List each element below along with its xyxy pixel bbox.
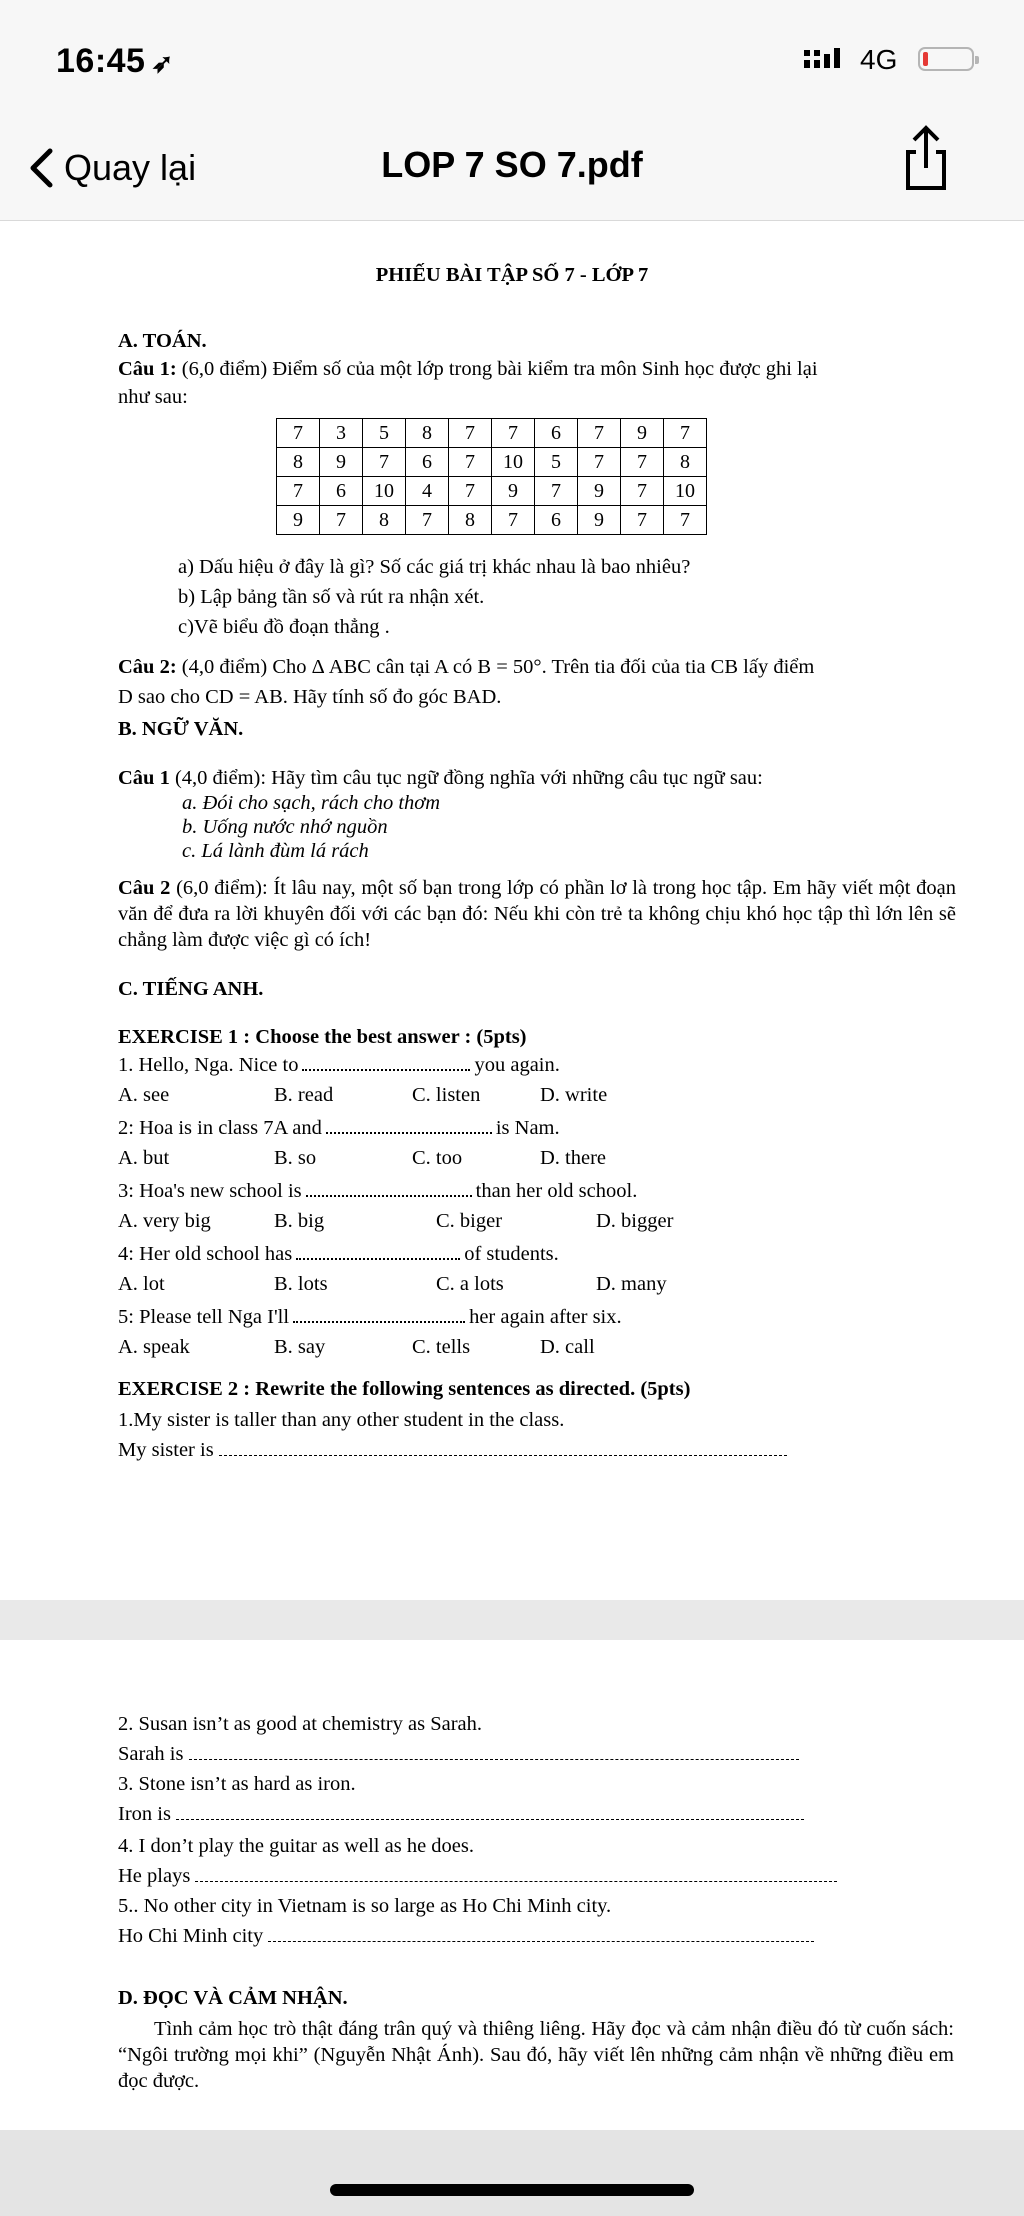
answer-blank bbox=[189, 1753, 799, 1760]
mc-question bbox=[118, 1305, 622, 1331]
table-cell: 7 bbox=[449, 448, 492, 477]
share-icon[interactable] bbox=[898, 122, 954, 194]
battery-icon bbox=[918, 47, 974, 71]
question-text: (6,0 điểm) Điểm số của một lớp trong bài kiểm tra môn Sinh học được ghi lại bbox=[181, 358, 818, 380]
question-a1-part-c: c)Vẽ biểu đồ đoạn thẳng . bbox=[178, 616, 390, 638]
mc-option: A. lot bbox=[118, 1273, 165, 1295]
proverb-item: a. Đói cho sạch, rách cho thơm bbox=[182, 792, 441, 814]
rewrite-question: 1.My sister is taller than any other student in the class. bbox=[118, 1409, 565, 1431]
section-b-heading: B. NGỮ VĂN. bbox=[118, 718, 244, 740]
answer-blank bbox=[293, 1315, 465, 1323]
table-cell: 3 bbox=[320, 419, 363, 448]
table-row bbox=[277, 477, 707, 506]
table-cell: 7 bbox=[277, 477, 320, 506]
mc-question-text: 2: Hoa is in class 7A and bbox=[118, 1117, 322, 1139]
section-c-heading: C. TIẾNG ANH. bbox=[118, 978, 264, 1000]
table-cell: 7 bbox=[449, 419, 492, 448]
mc-question-text: 4: Her old school has bbox=[118, 1243, 293, 1265]
status-time: 16:45 ➶ bbox=[56, 42, 174, 80]
question-b1 bbox=[118, 766, 763, 792]
table-row bbox=[277, 448, 707, 477]
answer-blank bbox=[219, 1449, 787, 1456]
table-cell: 9 bbox=[277, 506, 320, 535]
table-cell: 9 bbox=[320, 448, 363, 477]
rewrite-answer-line bbox=[118, 1742, 799, 1768]
question-a1-part-a: a) Dấu hiệu ở đây là gì? Số các giá trị khác nhau là bao nhiêu? bbox=[178, 556, 691, 578]
section-d-text: Tình cảm học trò thật đáng trân quý và thiêng liêng. Hãy đọc và cảm nhận điều đó từ cuốn sách: “Ngôi trường mọi khi” (Nguyễn Nhật Ánh). Sau đó, hãy viết lên những cảm nhận về những điều em đọc được. bbox=[118, 2018, 954, 2092]
mc-question-text: of students. bbox=[464, 1243, 559, 1265]
question-text: (4,0 điểm): Hãy tìm câu tục ngữ đồng nghĩa với những câu tục ngữ sau: bbox=[174, 767, 763, 789]
mc-option: B. so bbox=[274, 1147, 317, 1169]
table-cell: 7 bbox=[535, 477, 578, 506]
mc-option: C. too bbox=[412, 1147, 463, 1169]
mc-option: C. a lots bbox=[436, 1273, 504, 1295]
table-cell: 8 bbox=[664, 448, 707, 477]
mc-option: A. speak bbox=[118, 1336, 190, 1358]
signal-strength-icon bbox=[804, 46, 848, 70]
question-label: Câu 2 bbox=[118, 877, 171, 899]
rewrite-answer-line bbox=[118, 1864, 837, 1890]
rewrite-answer-line bbox=[118, 1438, 787, 1464]
mc-question bbox=[118, 1242, 559, 1268]
mc-option: A. but bbox=[118, 1147, 170, 1169]
table-cell: 8 bbox=[277, 448, 320, 477]
question-a2-cont: D sao cho CD = AB. Hãy tính số đo góc BAD. bbox=[118, 686, 502, 708]
question-text: (4,0 điểm) Cho Δ ABC cân tại A có B = 50°. Trên tia đối của tia CB lấy điểm bbox=[181, 656, 815, 678]
mc-question-text: 3: Hoa's new school is bbox=[118, 1180, 302, 1202]
answer-blank bbox=[296, 1252, 460, 1260]
viewer-bottom-area bbox=[0, 2130, 1024, 2216]
table-cell: 6 bbox=[535, 419, 578, 448]
mc-option: C. listen bbox=[412, 1084, 481, 1106]
exercise-1-title: EXERCISE 1 : Choose the best answer : (5pts) bbox=[118, 1026, 527, 1048]
mc-option: D. there bbox=[540, 1147, 607, 1169]
mc-question bbox=[118, 1116, 560, 1142]
table-cell: 9 bbox=[578, 477, 621, 506]
table-cell: 10 bbox=[664, 477, 707, 506]
table-cell: 7 bbox=[621, 448, 664, 477]
network-type: 4G bbox=[860, 44, 898, 75]
answer-blank bbox=[302, 1063, 470, 1071]
mc-question-text: 5: Please tell Nga I'll bbox=[118, 1306, 290, 1328]
question-a1-part-b: b) Lập bảng tần số và rút ra nhận xét. bbox=[178, 586, 485, 608]
answer-blank bbox=[306, 1189, 472, 1197]
mc-option: D. many bbox=[596, 1273, 667, 1295]
question-label: Câu 2: bbox=[118, 656, 177, 678]
mc-question bbox=[118, 1179, 637, 1205]
status-bar bbox=[0, 0, 1024, 120]
exercise-2-title: EXERCISE 2 : Rewrite the following sentences as directed. (5pts) bbox=[118, 1378, 691, 1400]
table-cell: 7 bbox=[578, 419, 621, 448]
table-cell: 7 bbox=[363, 448, 406, 477]
table-cell: 9 bbox=[492, 477, 535, 506]
table-cell: 8 bbox=[363, 506, 406, 535]
mc-option: B. lots bbox=[274, 1273, 328, 1295]
table-cell: 7 bbox=[621, 506, 664, 535]
rewrite-question: 3. Stone isn’t as hard as iron. bbox=[118, 1773, 356, 1795]
table-cell: 6 bbox=[320, 477, 363, 506]
table-cell: 5 bbox=[363, 419, 406, 448]
mc-option: C. tells bbox=[412, 1336, 471, 1358]
mc-question-text: you again. bbox=[474, 1054, 560, 1076]
table-cell: 7 bbox=[664, 419, 707, 448]
question-b2 bbox=[118, 875, 956, 953]
table-row bbox=[277, 506, 707, 535]
rewrite-prompt: He plays bbox=[118, 1865, 191, 1887]
table-cell: 7 bbox=[664, 506, 707, 535]
mc-question-text: is Nam. bbox=[495, 1117, 560, 1139]
rewrite-answer-line bbox=[118, 1924, 814, 1950]
table-cell: 8 bbox=[406, 419, 449, 448]
rewrite-answer-line bbox=[118, 1802, 804, 1828]
table-cell: 5 bbox=[535, 448, 578, 477]
table-cell: 8 bbox=[449, 506, 492, 535]
back-label: Quay lại bbox=[64, 147, 197, 188]
mc-option: C. biger bbox=[436, 1210, 503, 1232]
table-cell: 4 bbox=[406, 477, 449, 506]
answer-blank bbox=[326, 1126, 492, 1134]
table-cell: 7 bbox=[492, 419, 535, 448]
table-cell: 7 bbox=[449, 477, 492, 506]
rewrite-prompt: Iron is bbox=[118, 1803, 171, 1825]
table-cell: 9 bbox=[578, 506, 621, 535]
question-label: Câu 1: bbox=[118, 358, 177, 380]
table-cell: 6 bbox=[535, 506, 578, 535]
question-a1-cont: như sau: bbox=[118, 386, 188, 408]
mc-question-text: 1. Hello, Nga. Nice to bbox=[118, 1054, 299, 1076]
table-cell: 7 bbox=[406, 506, 449, 535]
document-title: LOP 7 SO 7.pdf bbox=[381, 144, 643, 185]
rewrite-question: 5.. No other city in Vietnam is so large as Ho Chi Minh city. bbox=[118, 1895, 612, 1917]
rewrite-question: 4. I don’t play the guitar as well as he does. bbox=[118, 1835, 475, 1857]
mc-question-text: her again after six. bbox=[469, 1306, 622, 1328]
proverb-item: b. Uống nước nhớ nguồn bbox=[182, 816, 388, 838]
table-cell: 7 bbox=[578, 448, 621, 477]
proverb-item: c. Lá lành đùm lá rách bbox=[182, 840, 369, 862]
answer-blank bbox=[268, 1935, 814, 1942]
worksheet-heading: PHIẾU BÀI TẬP SỐ 7 - LỚP 7 bbox=[375, 264, 649, 286]
table-cell: 7 bbox=[621, 477, 664, 506]
table-cell: 9 bbox=[621, 419, 664, 448]
rewrite-question: 2. Susan isn’t as good at chemistry as Sarah. bbox=[118, 1713, 483, 1735]
rewrite-prompt: My sister is bbox=[118, 1439, 214, 1461]
mc-option: B. say bbox=[274, 1336, 326, 1358]
mc-option: A. very big bbox=[118, 1210, 211, 1232]
table-cell: 7 bbox=[492, 506, 535, 535]
page-separator bbox=[0, 1600, 1024, 1640]
location-arrow-icon: ➶ bbox=[151, 48, 174, 78]
answer-blank bbox=[195, 1875, 837, 1882]
home-indicator[interactable] bbox=[330, 2184, 694, 2196]
pdf-page-1 bbox=[0, 221, 1024, 1600]
section-a-heading: A. TOÁN. bbox=[118, 330, 207, 352]
table-cell: 10 bbox=[363, 477, 406, 506]
table-cell: 7 bbox=[320, 506, 363, 535]
answer-blank bbox=[176, 1813, 804, 1820]
mc-option: B. big bbox=[274, 1210, 325, 1232]
table-cell: 7 bbox=[277, 419, 320, 448]
rewrite-prompt: Ho Chi Minh city bbox=[118, 1925, 264, 1947]
rewrite-prompt: Sarah is bbox=[118, 1743, 184, 1765]
mc-question bbox=[118, 1053, 560, 1079]
table-cell: 6 bbox=[406, 448, 449, 477]
question-a2 bbox=[118, 655, 814, 681]
mc-question-text: than her old school. bbox=[475, 1180, 638, 1202]
question-a1 bbox=[118, 357, 818, 383]
table-cell: 10 bbox=[492, 448, 535, 477]
mc-option: B. read bbox=[274, 1084, 334, 1106]
score-table bbox=[276, 418, 707, 535]
mc-option: D. call bbox=[540, 1336, 595, 1358]
section-d-heading: D. ĐỌC VÀ CẢM NHẬN. bbox=[118, 1987, 348, 2009]
nav-bar bbox=[0, 120, 1024, 221]
mc-option: A. see bbox=[118, 1084, 170, 1106]
mc-option: D. bigger bbox=[596, 1210, 674, 1232]
mc-option: D. write bbox=[540, 1084, 608, 1106]
question-label: Câu 1 bbox=[118, 767, 170, 789]
table-row bbox=[277, 419, 707, 448]
question-text: (6,0 điểm): Ít lâu nay, một số bạn trong lớp có phần lơ là trong học tập. Em hãy viết một đoạn văn để đưa ra lời khuyên đối với các bạn đó: Nếu khi còn trẻ ta không chịu khó học tập thì lớn lên sẽ chẳng làm được việc gì có ích! bbox=[118, 877, 956, 951]
